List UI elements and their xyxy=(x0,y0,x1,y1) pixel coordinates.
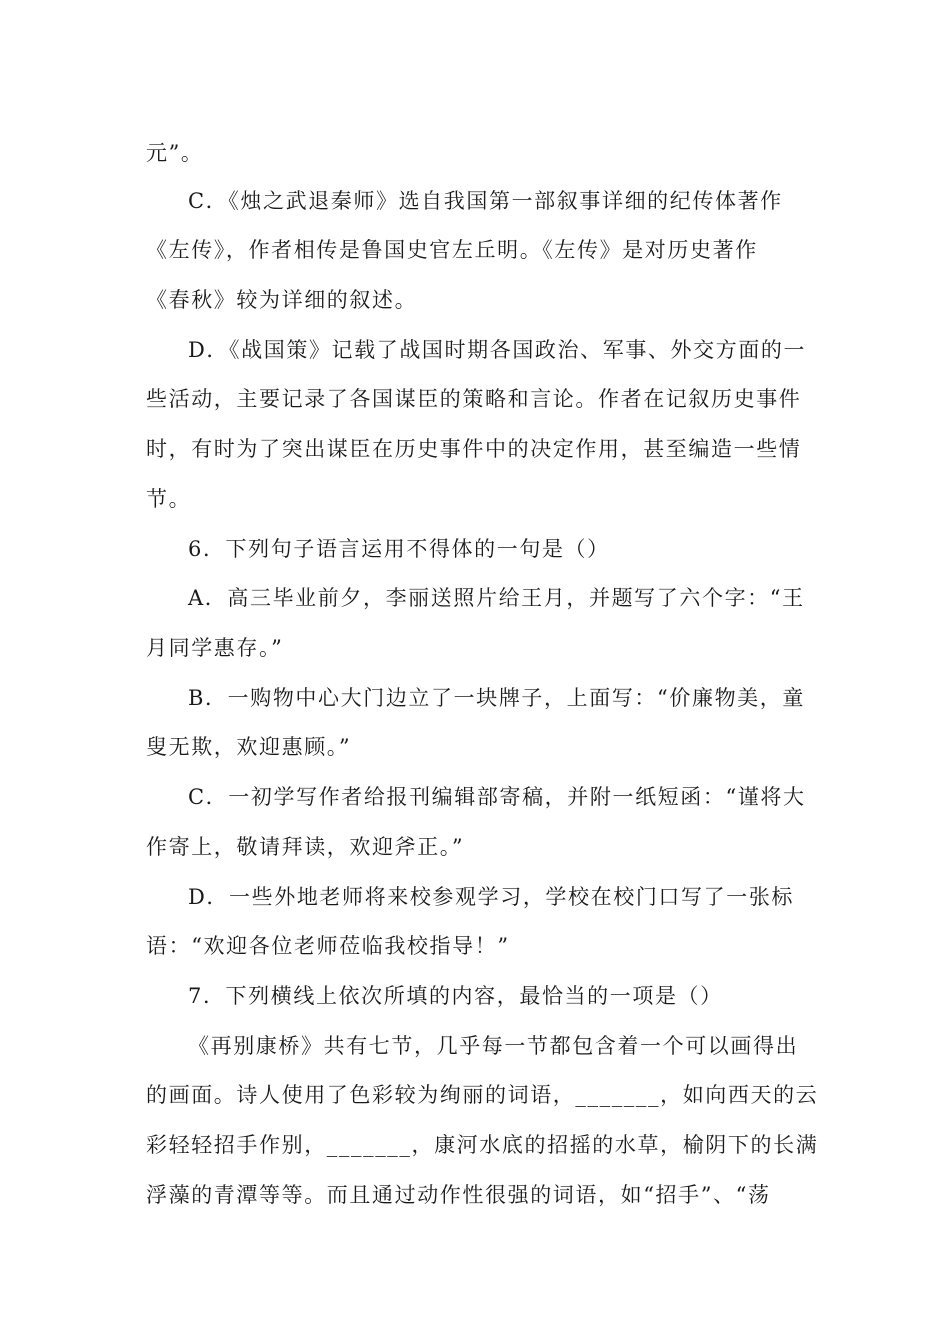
question-7: 7．下列横线上依次所填的内容，最恰当的一项是（） xyxy=(188,984,723,1008)
option-c-line-1: C．《烛之武退秦师》选自我国第一部叙事详细的纪传体著作 xyxy=(188,189,783,213)
option-d-line-3: 时，有时为了突出谋臣在历史事件中的决定作用，甚至编造一些情 xyxy=(146,437,802,461)
text-line: 元”。 xyxy=(146,141,204,165)
option-d-line-2: 些活动，主要记录了各国谋臣的策略和言论。作者在记叙历史事件 xyxy=(146,387,802,411)
q6-option-c-line-1: C．一初学写作者给报刊编辑部寄稿，并附一纸短函：“谨将大 xyxy=(188,785,806,809)
option-d-line-1: D．《战国策》记载了战国时期各国政治、军事、外交方面的一 xyxy=(188,338,807,362)
option-d-line-4: 节。 xyxy=(146,487,192,511)
q6-option-d-line-2: 语：“欢迎各位老师莅临我校指导！” xyxy=(146,934,510,958)
q7-passage-line-2: 的画面。诗人使用了色彩较为绚丽的词语，_______，如向西天的云 xyxy=(146,1083,819,1107)
option-c-line-3: 《春秋》较为详细的叙述。 xyxy=(146,288,418,312)
q6-option-a-line-1: A．高三毕业前夕，李丽送照片给王月，并题写了六个字：“王 xyxy=(188,586,805,610)
q6-option-b-line-1: B．一购物中心大门边立了一块牌子，上面写：“价廉物美，童 xyxy=(188,686,805,710)
q7-passage-line-1: 《再别康桥》共有七节，几乎每一节都包含着一个可以画得出 xyxy=(188,1034,799,1058)
q6-option-c-line-2: 作寄上，敬请拜读，欢迎斧正。” xyxy=(146,835,465,859)
option-c-line-2: 《左传》，作者相传是鲁国史官左丘明。《左传》是对历史著作 xyxy=(146,238,758,262)
q7-passage-line-3: 彩轻轻招手作别，_______，康河水底的招摇的水草，榆阴下的长满 xyxy=(146,1133,819,1157)
question-6: 6．下列句子语言运用不得体的一句是（） xyxy=(188,537,610,561)
q6-option-d-line-1: D．一些外地老师将来校参观学习，学校在校门口写了一张标 xyxy=(188,885,795,909)
q6-option-b-line-2: 叟无欺，欢迎惠顾。” xyxy=(146,735,352,759)
q6-option-a-line-2: 月同学惠存。” xyxy=(146,636,284,660)
q7-passage-line-4: 浮藻的青潭等等。而且通过动作性很强的词语，如“招手”、“荡 xyxy=(146,1183,771,1207)
